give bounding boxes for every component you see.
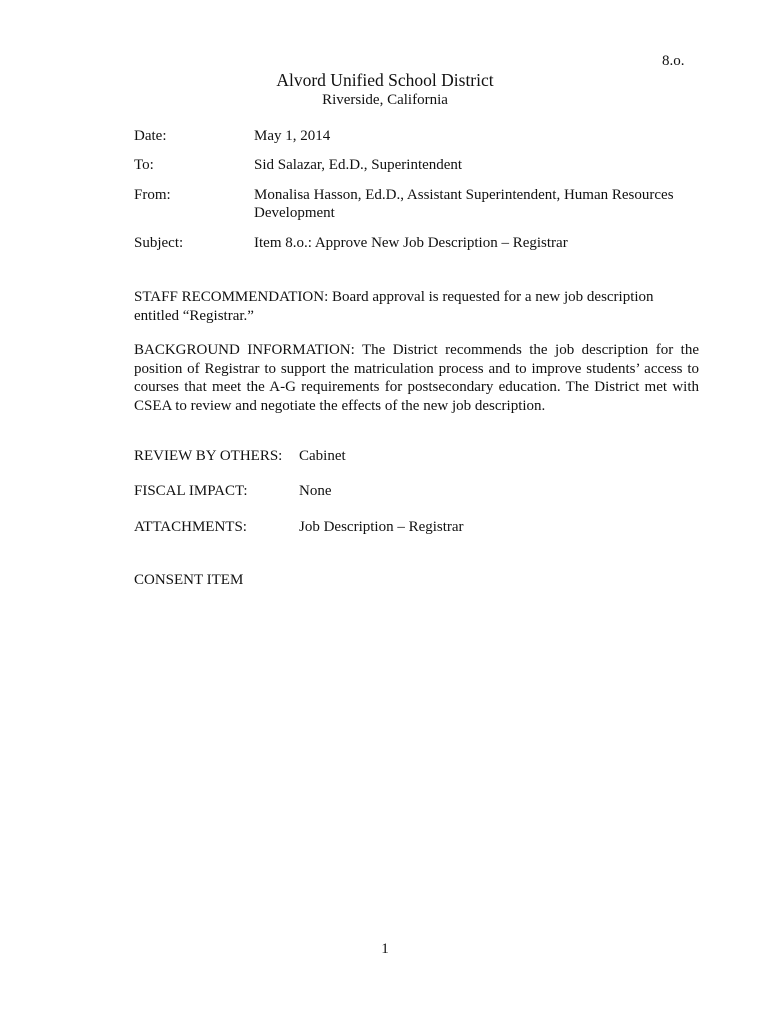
- date-label: Date:: [134, 128, 167, 144]
- attachments-value: Job Description – Registrar: [299, 519, 464, 535]
- item-number: 8.o.: [662, 53, 685, 69]
- review-label: REVIEW BY OTHERS:: [134, 448, 283, 464]
- review-value: Cabinet: [299, 448, 346, 464]
- from-label: From:: [134, 187, 171, 203]
- to-label: To:: [134, 157, 154, 173]
- page-number: 1: [381, 941, 389, 957]
- background-information: BACKGROUND INFORMATION: The District recommends the job description for the position of Registrar to support the matriculation process and to improve students’ access to courses that meet the A-G requirements for postsecondary education. The District met with CSEA to review and negotiate the effects of the new job description.: [134, 342, 699, 414]
- subject-value: Item 8.o.: Approve New Job Description – Registrar: [254, 235, 568, 251]
- date-value: May 1, 2014: [254, 128, 331, 144]
- organization-name: Alvord Unified School District: [276, 70, 494, 90]
- fiscal-value: None: [299, 483, 332, 499]
- fiscal-label: FISCAL IMPACT:: [134, 483, 248, 499]
- letterhead: [0, 70, 770, 109]
- from-value: Monalisa Hasson, Ed.D., Assistant Superintendent, Human Resources Development: [254, 187, 674, 221]
- staff-recommendation: STAFF RECOMMENDATION: Board approval is requested for a new job description entitled “Registrar.”: [134, 289, 654, 324]
- organization-location: Riverside, California: [322, 92, 448, 108]
- subject-label: Subject:: [134, 235, 184, 251]
- to-value: Sid Salazar, Ed.D., Superintendent: [254, 157, 463, 173]
- attachments-label: ATTACHMENTS:: [134, 519, 247, 535]
- consent-item: CONSENT ITEM: [134, 572, 244, 588]
